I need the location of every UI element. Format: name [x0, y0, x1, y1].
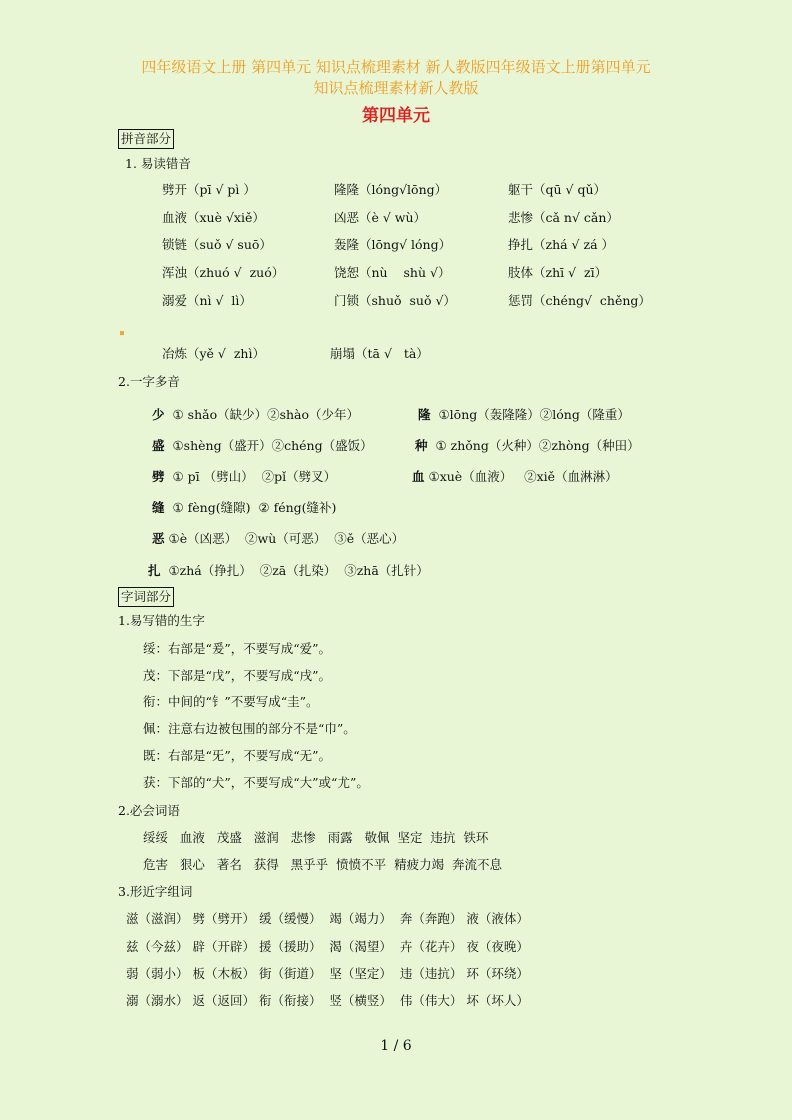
subheading-misread: 1. 易读错音: [125, 156, 191, 171]
polyphonic-char: 恶: [152, 531, 165, 546]
polyphonic-char: 血: [412, 469, 425, 484]
pinyin-item: 崩塌（tā √ tà）: [330, 346, 429, 361]
mistake-note: 衔：中间的“钅”不要写成“圭”。: [143, 694, 319, 709]
mistake-note: 获：下部的“犬”，不要写成“大”或“尤”。: [143, 775, 369, 790]
pinyin-item: 冶炼（yě √ zhì）: [162, 346, 265, 361]
pinyin-item: 门锁（shuǒ suǒ √）: [334, 293, 456, 308]
polyphonic-char: 少: [152, 407, 165, 422]
polyphonic-item: [148, 562, 429, 580]
polyphonic-char: 隆: [418, 407, 431, 422]
mistake-note: 绥：右部是“爰”，不要写成“爱”。: [143, 641, 332, 656]
similar-char-line: 溺（溺水） 返（返回） 衔（衔接） 竖（横竖） 伟（伟大） 坏（坏人）: [126, 993, 529, 1008]
pinyin-item: 凶恶（è √ wù）: [334, 210, 427, 225]
pinyin-item: 浑浊（zhuó √ zuó）: [162, 265, 285, 280]
mistake-note: 茂：下部是“戊”，不要写成“戌”。: [143, 668, 332, 683]
pinyin-item: 血液（xuè √xiě）: [162, 210, 265, 225]
word-list-line: 危害 狠心 著名 获得 黑乎乎 愤愤不平 精疲力竭 奔流不息: [143, 857, 503, 872]
pinyin-item: 锁链（suǒ √ suō）: [162, 237, 272, 252]
word-list-line: 绥绥 血液 茂盛 滋润 悲惨 雨露 敬佩 坚定 违抗 铁环: [143, 830, 489, 845]
pinyin-item: 悲惨（cǎ n√ cǎn）: [508, 210, 619, 225]
similar-char-line: 滋（滋润） 劈（劈开） 缓（缓慢） 竭（竭力） 奔（奔跑） 液（液体）: [126, 911, 529, 926]
unit-heading: 第四单元: [362, 106, 430, 126]
polyphonic-item: [152, 530, 404, 548]
polyphonic-item: [152, 437, 373, 455]
subheading-must-know-words: 2.必会词语: [118, 803, 180, 818]
subheading-polyphonic: 2.一字多音: [118, 374, 180, 389]
polyphonic-readings: ①shèng（盛开）②chéng（盛饭）: [172, 438, 373, 453]
pinyin-item: 隆隆（lóng√lōng）: [334, 182, 448, 197]
polyphonic-char: 缝: [152, 500, 165, 515]
polyphonic-item: [412, 468, 618, 486]
subheading-similar-chars: 3.形近字组词: [118, 884, 193, 899]
similar-char-line: 兹（今兹） 辟（开辟） 援（援助） 渴（渴望） 卉（花卉） 夜（夜晚）: [126, 939, 529, 954]
pinyin-item: 肢体（zhī √ zī）: [508, 265, 608, 280]
marker-dot: [120, 331, 124, 335]
polyphonic-item: [418, 406, 630, 424]
document-title-line2: 知识点梳理素材新人教版: [313, 79, 479, 97]
polyphonic-readings: ① pī （劈山） ②pǐ（劈叉）: [172, 469, 337, 484]
polyphonic-item: [152, 406, 359, 424]
pinyin-item: 溺爱（nì √ lì）: [162, 293, 252, 308]
polyphonic-readings: ① shǎo（缺少）②shào（少年）: [172, 407, 360, 422]
polyphonic-item: [415, 437, 640, 455]
section-heading-pinyin: 拼音部分: [118, 129, 174, 149]
pinyin-item: 饶恕（nù shù √）: [334, 265, 451, 280]
subheading-easy-mistakes: 1.易写错的生字: [118, 613, 205, 628]
polyphonic-char: 种: [415, 438, 428, 453]
polyphonic-char: 劈: [152, 469, 165, 484]
pinyin-item: 惩罚（chéng√ chěng）: [508, 293, 651, 308]
polyphonic-char: 盛: [152, 438, 165, 453]
document-title-line1: 四年级语文上册 第四单元 知识点梳理素材 新人教版四年级语文上册第四单元: [141, 58, 651, 76]
polyphonic-readings: ①zhá（挣扎） ②zā（扎染） ③zhā（扎针）: [168, 563, 429, 578]
pinyin-item: 挣扎（zhá √ zá ）: [508, 237, 615, 252]
polyphonic-char: 扎: [148, 563, 161, 578]
mistake-note: 佩：注意右边被包围的部分不是“巾”。: [143, 721, 356, 736]
page-number: 1 / 6: [380, 1038, 412, 1054]
polyphonic-readings: ①xuè（血液） ②xiě（血淋淋）: [428, 469, 618, 484]
polyphonic-readings: ① fèng(缝隙) ② féng(缝补): [172, 500, 337, 515]
polyphonic-item: [152, 499, 336, 517]
similar-char-line: 弱（弱小） 板（木板） 街（街道） 坚（坚定） 违（违抗） 环（环绕）: [126, 966, 529, 981]
pinyin-item: 轰隆（lōng√ lóng）: [334, 237, 452, 252]
polyphonic-readings: ①è（凶恶） ②wù（可恶） ③ě（恶心）: [168, 531, 405, 546]
polyphonic-item: [152, 468, 336, 486]
pinyin-item: 躯干（qū √ qǔ）: [508, 182, 607, 197]
polyphonic-readings: ① zhǒng（火种）②zhòng（种田）: [435, 438, 640, 453]
polyphonic-readings: ①lōng（轰隆隆）②lóng（隆重）: [438, 407, 630, 422]
section-heading-ciyu: 字词部分: [118, 587, 174, 607]
mistake-note: 既：右部是“旡”，不要写成“无”。: [143, 748, 332, 763]
pinyin-item: 劈开（pī √ pì ）: [162, 182, 256, 197]
